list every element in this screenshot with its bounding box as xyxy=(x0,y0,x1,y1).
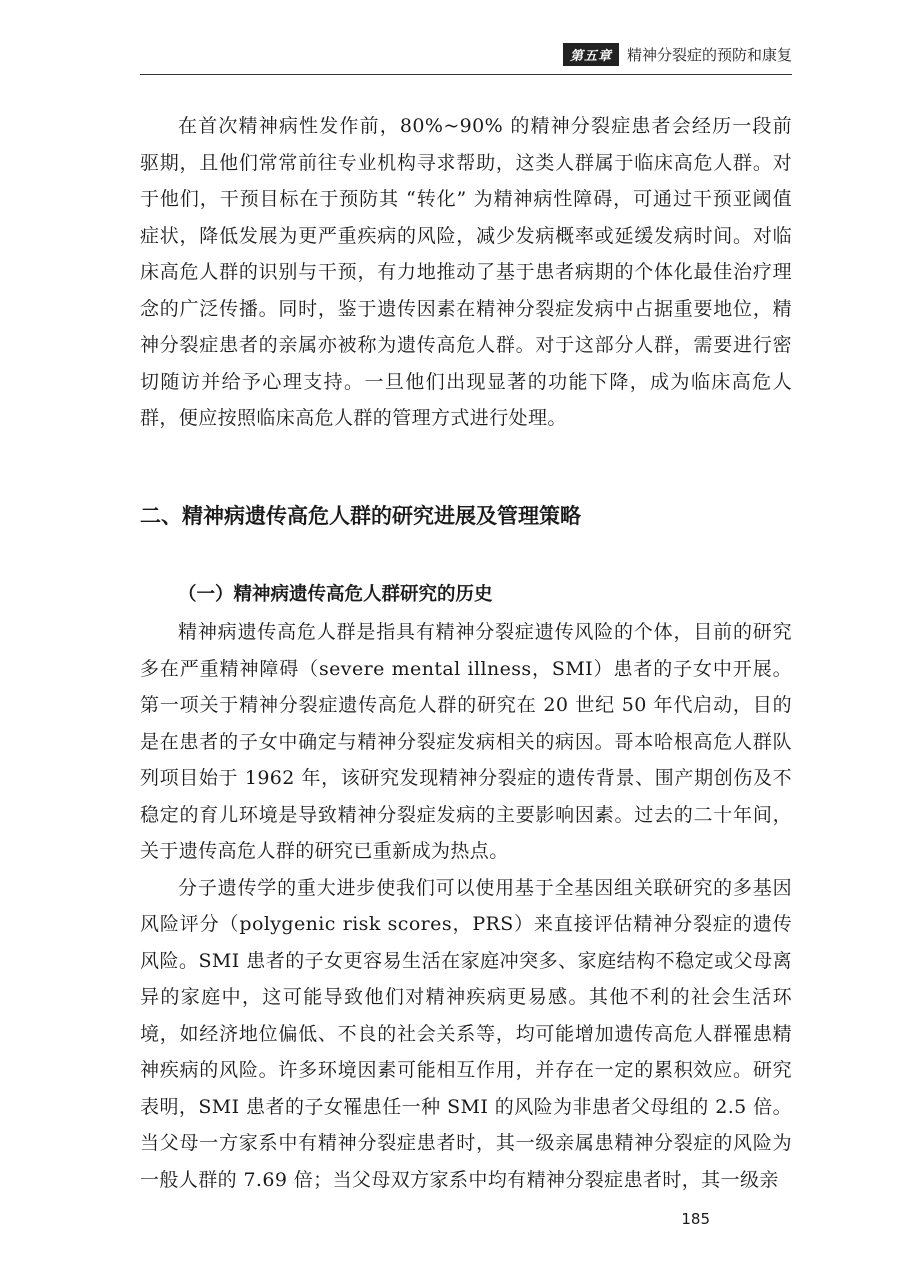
intro-paragraph: 在首次精神病性发作前，80%~90% 的精神分裂症患者会经历一段前驱期，且他们常常前往专业机构寻求帮助，这类人群属于临床高危人群。对于他们，干预目标在于预防其 “转化” 为精神病性障碍，可通过干预亚阈值症状，降低发展为更严重疾病的风险，减少发病概率或延缓发病时间。对临床高危人群的识别与干预，有力地推动了基于患者病期的个体化最佳治疗理念的广泛传播。同时，鉴于遗传因素在精神分裂症发病中占据重要地位，精神分裂症患者的亲属亦被称为遗传高危人群。对于这部分人群，需要进行密切随访并给予心理支持。一旦他们出现显著的功能下降，成为临床高危人群，便应按照临床高危人群的管理方式进行处理。 xyxy=(140,115,792,429)
section-heading: 二、精神病遗传高危人群的研究进展及管理策略 xyxy=(140,504,581,528)
body-paragraph-2: 分子遗传学的重大进步使我们可以使用基于全基因组关联研究的多基因风险评分（polygenic risk scores，PRS）来直接评估精神分裂症的遗传风险。SMI 患者的子女更容易生活在家庭冲突多、家庭结构不稳定或父母离异的家庭中，这可能导致他们对精神疾病更易感。其他不利的社会生活环境，如经济地位偏低、不良的社会关系等，均可能增加遗传高危人群罹患精神疾病的风险。许多环境因素可能相互作用，并存在一定的累积效应。研究表明，SMI 患者的子女罹患任一种 SMI 的风险为非患者父母组的 2.5 倍。当父母一方家系中有精神分裂症患者时，其一级亲属患精神分裂症的风险为一般人群的 7.69 倍；当父母双方家系中均有精神分裂症患者时，其一级亲 xyxy=(140,876,792,1191)
intro-block xyxy=(140,108,792,437)
chapter-title: 精神分裂症的预防和康复 xyxy=(626,45,792,64)
section-body xyxy=(140,614,792,1198)
running-header xyxy=(140,34,792,75)
page-number: 185 xyxy=(681,1210,710,1228)
chapter-badge: 第五章 xyxy=(563,43,619,66)
subsection-heading: （一）精神病遗传高危人群研究的历史 xyxy=(178,584,493,605)
body-paragraph-1: 精神病遗传高危人群是指具有精神分裂症遗传风险的个体，目前的研究多在严重精神障碍（severe mental illness，SMI）患者的子女中开展。第一项关于精神分裂症遗传高危人群的研究在 20 世纪 50 年代启动，目的是在患者的子女中确定与精神分裂症发病相关的病因。哥本哈根高危人群队列项目始于 1962 年，该研究发现精神分裂症的遗传背景、围产期创伤及不稳定的育儿环境是导致精神分裂症发病的主要影响因素。过去的二十年间，关于遗传高危人群的研究已重新成为热点。 xyxy=(140,621,792,862)
